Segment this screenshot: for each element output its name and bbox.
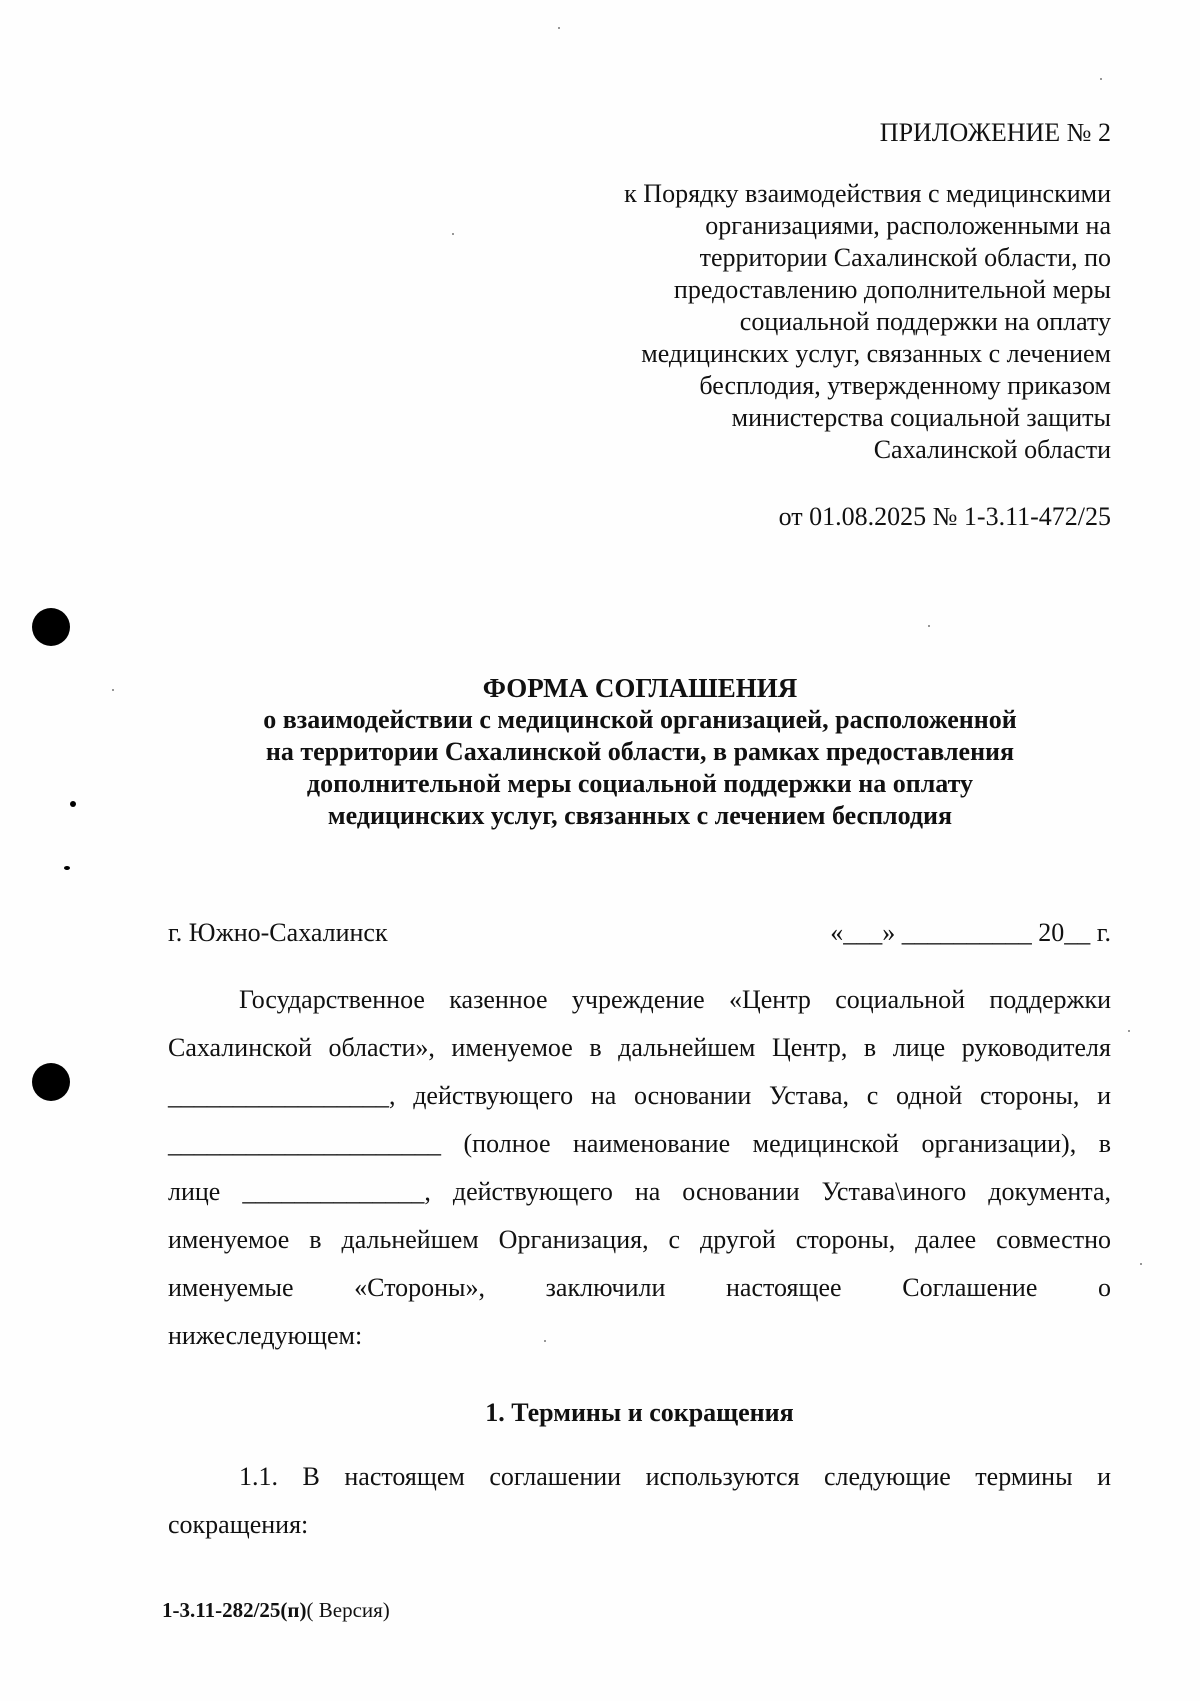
- scan-speck: [1140, 1263, 1142, 1265]
- section-heading: 1. Термины и сокращения: [485, 1398, 794, 1427]
- preamble-line: именуемые «Стороны», заключили настоящее Соглашение о: [168, 1273, 1111, 1302]
- document-title: [170, 672, 1110, 832]
- clause-paragraph: [168, 1462, 1111, 1558]
- binder-hole-bottom: [32, 1063, 70, 1101]
- footer-code: 1-3.11-282/25(п): [162, 1598, 307, 1622]
- preamble-line: _________________, действующего на основании Устава, с одной стороны, и: [168, 1081, 1111, 1110]
- preamble-line: именуемое в дальнейшем Организация, с другой стороны, далее совместно: [168, 1225, 1111, 1254]
- title-line: медицинских услуг, связанных с лечением бесплодия: [327, 801, 953, 830]
- preamble-line: Государственное казенное учреждение «Центр социальной поддержки: [239, 985, 1111, 1014]
- title-main: ФОРМА СОГЛАШЕНИЯ: [482, 673, 798, 703]
- appendix-line: Сахалинской области: [873, 435, 1111, 464]
- title-line: о взаимодействии с медицинской организацией, расположенной: [263, 705, 1017, 734]
- scan-speck: [1128, 1030, 1130, 1032]
- footer-reference: [162, 1597, 390, 1623]
- appendix-line: территории Сахалинской области, по: [699, 243, 1111, 272]
- preamble-line: лице ______________, действующего на основании Устава\иного документа,: [168, 1177, 1111, 1206]
- appendix-line: организациями, расположенными на: [705, 211, 1111, 240]
- clause-line: сокращения:: [168, 1510, 309, 1539]
- appendix-line: к Порядку взаимодействия с медицинскими: [624, 179, 1111, 208]
- scan-speck: [928, 625, 930, 627]
- scan-speck: [452, 233, 454, 235]
- appendix-line: министерства социальной защиты: [731, 403, 1111, 432]
- binder-hole-top: [32, 608, 70, 646]
- scan-speck: [70, 801, 76, 807]
- appendix-reference: [551, 178, 1111, 466]
- footer-version: ( Версия): [306, 1598, 390, 1622]
- city-name: г. Южно-Сахалинск: [168, 918, 388, 947]
- appendix-line: социальной поддержки на оплату: [739, 307, 1111, 336]
- title-line: дополнительной меры социальной поддержки на оплату: [306, 769, 974, 798]
- preamble-line: Сахалинской области», именуемое в дальнейшем Центр, в лице руководителя: [168, 1033, 1111, 1062]
- scan-speck: [558, 27, 560, 29]
- preamble-line: _____________________ (полное наименование медицинской организации), в: [168, 1129, 1111, 1158]
- appendix-number: ПРИЛОЖЕНИЕ № 2: [879, 118, 1111, 147]
- appendix-line: предоставлению дополнительной меры: [673, 275, 1111, 304]
- title-line: на территории Сахалинской области, в рамках предоставления: [265, 737, 1015, 766]
- preamble-line: нижеследующем:: [168, 1321, 363, 1350]
- scan-speck: [112, 689, 114, 691]
- clause-line: 1.1. В настоящем соглашении используются следующие термины и: [239, 1462, 1111, 1491]
- date-placeholder: «___» __________ 20__ г.: [830, 918, 1111, 947]
- scan-speck: [64, 866, 70, 870]
- scan-speck: [1100, 78, 1102, 80]
- appendix-line: бесплодия, утвержденному приказом: [699, 371, 1111, 400]
- appendix-line: медицинских услуг, связанных с лечением: [641, 339, 1111, 368]
- preamble-paragraph: [168, 985, 1111, 1369]
- order-reference: от 01.08.2025 № 1-3.11-472/25: [778, 502, 1111, 531]
